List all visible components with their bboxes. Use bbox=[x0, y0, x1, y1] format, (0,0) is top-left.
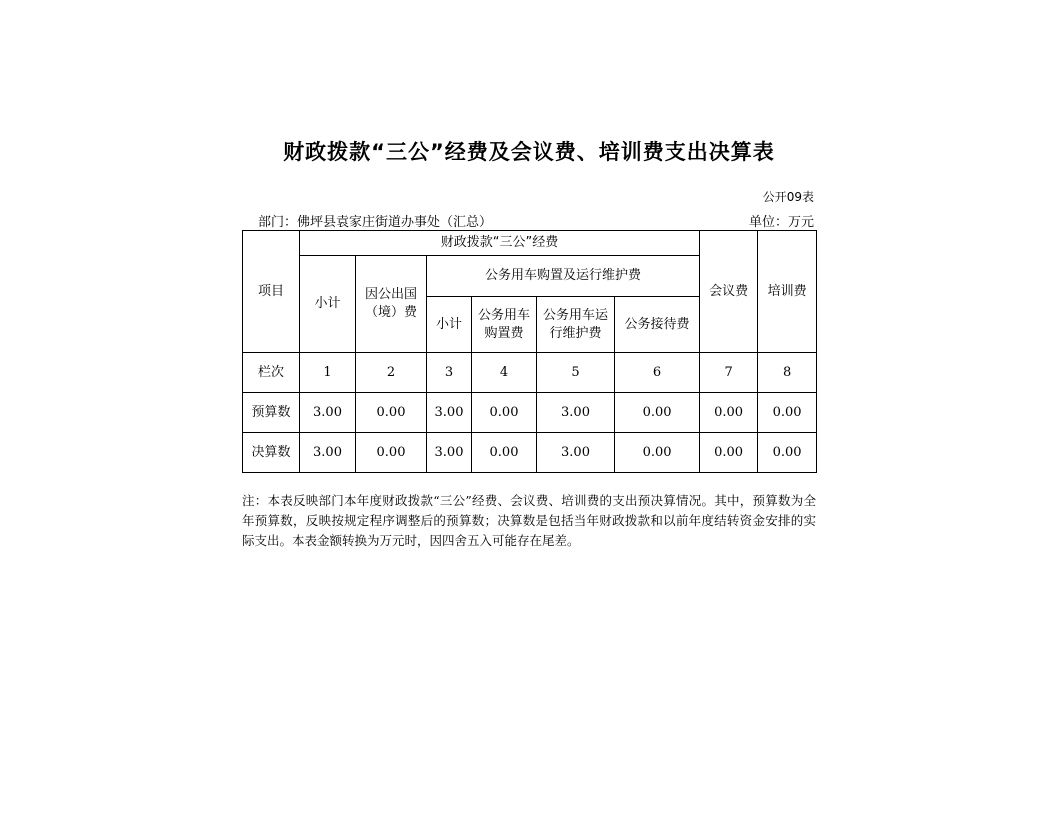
table-cell: 3.00 bbox=[300, 433, 356, 473]
table-cell: 0.00 bbox=[615, 433, 700, 473]
table-cell: 0.00 bbox=[472, 433, 537, 473]
header-vehicle-purchase bbox=[472, 297, 537, 353]
header-vehicle-operation-line1: 公务用车运 bbox=[542, 307, 608, 323]
table-cell: 3.00 bbox=[300, 393, 356, 433]
header-vehicle-operation-line2: 行维护费 bbox=[549, 325, 602, 341]
header-vehicle-group: 公务用车购置及运行维护费 bbox=[427, 256, 700, 297]
table-cell: 3.00 bbox=[537, 393, 615, 433]
header-training: 培训费 bbox=[758, 231, 817, 353]
row-label: 预算数 bbox=[243, 393, 300, 433]
table-cell: 0.00 bbox=[615, 393, 700, 433]
table-cell: 0.00 bbox=[356, 393, 427, 433]
header-reception: 公务接待费 bbox=[615, 297, 700, 353]
header-vehicle-operation bbox=[537, 297, 615, 353]
table-cell: 4 bbox=[472, 353, 537, 393]
header-vehicle-subtotal: 小计 bbox=[427, 297, 472, 353]
table-cell: 8 bbox=[758, 353, 817, 393]
table-cell: 0.00 bbox=[700, 393, 758, 433]
header-abroad-line1: 因公出国 bbox=[364, 287, 417, 303]
expenditure-table bbox=[242, 230, 817, 473]
table-row-actual bbox=[243, 433, 817, 473]
header-item: 项目 bbox=[243, 231, 300, 353]
table-cell: 0.00 bbox=[700, 433, 758, 473]
header-subtotal: 小计 bbox=[300, 256, 356, 353]
department-label: 部门：佛坪县袁家庄街道办事处（汇总） bbox=[258, 215, 493, 230]
row-label: 栏次 bbox=[243, 353, 300, 393]
header-meeting: 会议费 bbox=[700, 231, 758, 353]
table-cell: 3.00 bbox=[427, 393, 472, 433]
table-cell: 5 bbox=[537, 353, 615, 393]
table-cell: 3 bbox=[427, 353, 472, 393]
page-title: 财政拨款“三公”经费及会议费、培训费支出决算表 bbox=[283, 140, 775, 164]
header-sangong: 财政拨款“三公”经费 bbox=[300, 231, 700, 256]
header-vehicle-purchase-line1: 公务用车 bbox=[477, 307, 530, 323]
table-row-column-index bbox=[243, 353, 817, 393]
unit-label: 单位：万元 bbox=[748, 215, 814, 230]
table-cell: 0.00 bbox=[758, 433, 817, 473]
table-cell: 0.00 bbox=[758, 393, 817, 433]
table-cell: 1 bbox=[300, 353, 356, 393]
header-vehicle-purchase-line2: 购置费 bbox=[484, 325, 524, 341]
table-cell: 2 bbox=[356, 353, 427, 393]
table-row-budget bbox=[243, 393, 817, 433]
table-cell: 0.00 bbox=[356, 433, 427, 473]
table-cell: 7 bbox=[700, 353, 758, 393]
table-cell: 3.00 bbox=[537, 433, 615, 473]
table-cell: 6 bbox=[615, 353, 700, 393]
row-label: 决算数 bbox=[243, 433, 300, 473]
header-abroad bbox=[356, 256, 427, 353]
form-number: 公开09表 bbox=[762, 190, 814, 204]
footnote: 注：本表反映部门本年度财政拨款“三公”经费、会议费、培训费的支出预决算情况。其中，预算数为全年预算数，反映按规定程序调整后的预算数；决算数是包括当年财政拨款和以前年度结转资金安排的实际支出。本表金额转换为万元时，因四舍五入可能存在尾差。 bbox=[242, 493, 816, 548]
header-abroad-line2: （境）费 bbox=[364, 305, 417, 320]
table-cell: 0.00 bbox=[472, 393, 537, 433]
table-cell: 3.00 bbox=[427, 433, 472, 473]
